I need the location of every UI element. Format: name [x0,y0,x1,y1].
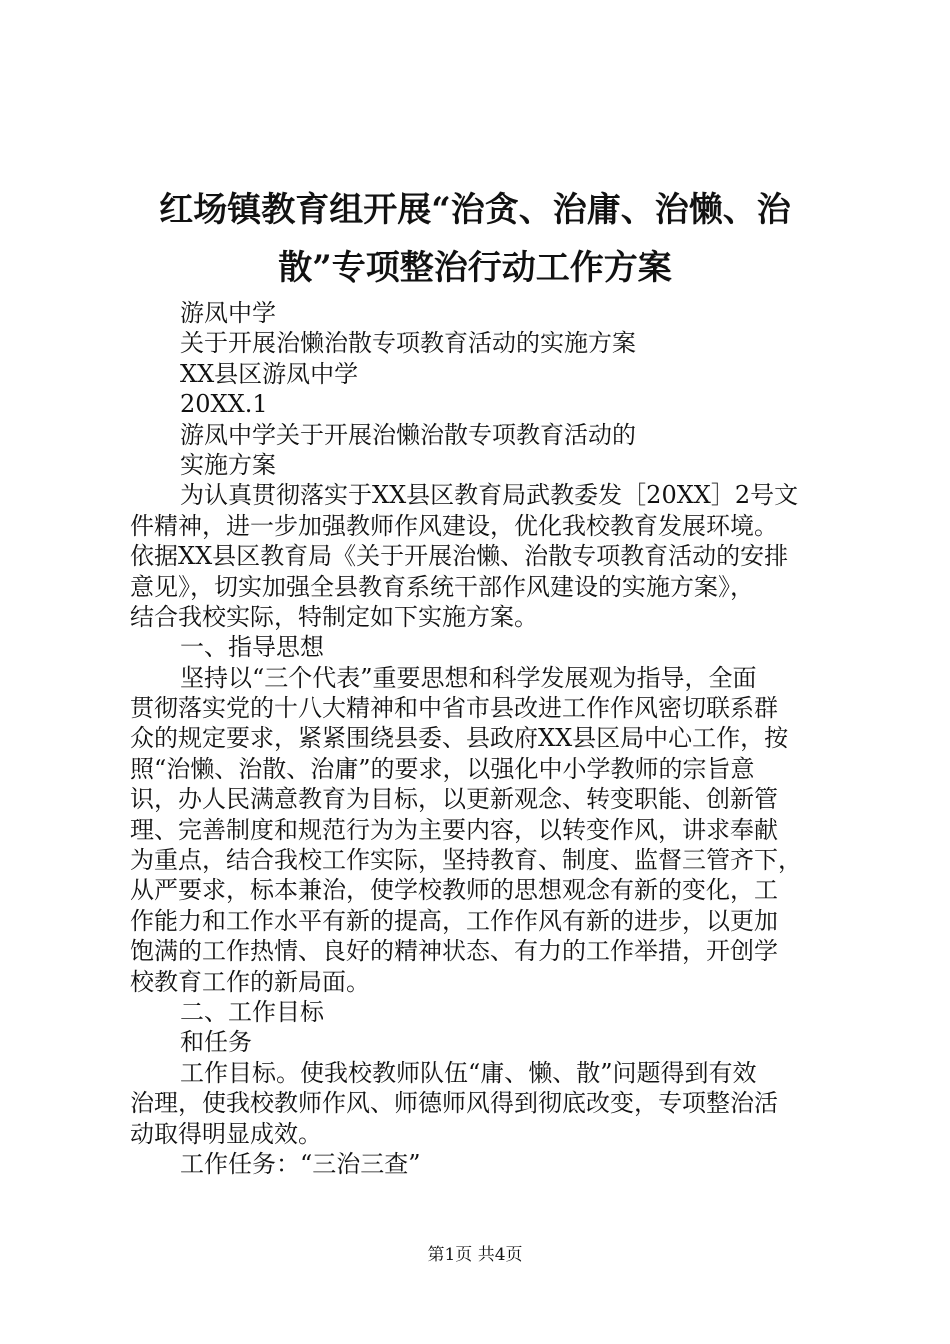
paragraph-line: 校教育工作的新局面。 [130,967,370,996]
school-name-line: 游凤中学 [180,299,276,327]
document-title-line-1: 红场镇教育组开展“治贪、治庸、治懒、治 [159,190,791,230]
paragraph-line: 照“治懒、治散、治庸”的要求，以强化中小学教师的宗旨意 [130,754,755,783]
paragraph-line: 件精神，进一步加强教师作风建设，优化我校教育发展环境。 [130,511,778,540]
subtitle-line: 关于开展治懒治散专项教育活动的实施方案 [180,329,636,358]
document-title-line-2: 散”专项整治行动工作方案 [278,248,672,288]
issuer-line: XX县区游凤中学 [180,359,359,388]
paragraph-line: 结合我校实际，特制定如下实施方案。 [130,602,538,631]
paragraph-line: 从严要求，标本兼治，使学校教师的思想观念有新的变化，工 [130,876,778,905]
document-body [130,298,830,1179]
paragraph-line: 动取得明显成效。 [130,1119,322,1148]
paragraph-line: 贯彻落实党的十八大精神和中省市县改进工作作风密切联系群 [130,694,778,723]
paragraph-line: 治理，使我校教师作风、师德师风得到彻底改变，专项整治活 [130,1089,778,1118]
paragraph-line: 工作目标。使我校教师队伍“庸、懒、散”问题得到有效 [180,1058,757,1087]
heading-line: 实施方案 [180,450,276,479]
paragraph-line: 众的规定要求，紧紧围绕县委、县政府XX县区局中心工作，按 [130,724,789,753]
paragraph-line: 坚持以“三个代表”重要思想和科学发展观为指导，全面 [180,663,757,692]
paragraph-line: 理、完善制度和规范行为为主要内容，以转变作风，讲求奉献 [130,815,778,844]
section-heading: 一、指导思想 [180,633,324,662]
section-heading: 和任务 [180,1028,252,1057]
paragraph-line: 为认真贯彻落实于XX县区教育局武教委发［20XX］2号文 [180,481,799,510]
section-heading: 二、工作目标 [180,997,324,1026]
paragraph-line: 作能力和工作水平有新的提高，工作作风有新的进步，以更加 [130,906,778,935]
page-number-footer: 第1页 共4页 [427,1245,523,1265]
paragraph-line: 依据XX县区教育局《关于开展治懒、治散专项教育活动的安排 [130,542,789,571]
date-line: 20XX.1 [180,390,268,419]
paragraph-line: 饱满的工作热情、良好的精神状态、有力的工作举措，开创学 [130,937,778,966]
paragraph-line: 意见》，切实加强全县教育系统干部作风建设的实施方案》， [130,572,754,601]
paragraph-line: 识，办人民满意教育为目标，以更新观念、转变职能、创新管 [130,785,778,814]
paragraph-line: 为重点，结合我校工作实际，坚持教育、制度、监督三管齐下， [130,846,802,875]
heading-line: 游凤中学关于开展治懒治散专项教育活动的 [180,420,636,449]
paragraph-line: 工作任务：“三治三查” [180,1149,421,1178]
